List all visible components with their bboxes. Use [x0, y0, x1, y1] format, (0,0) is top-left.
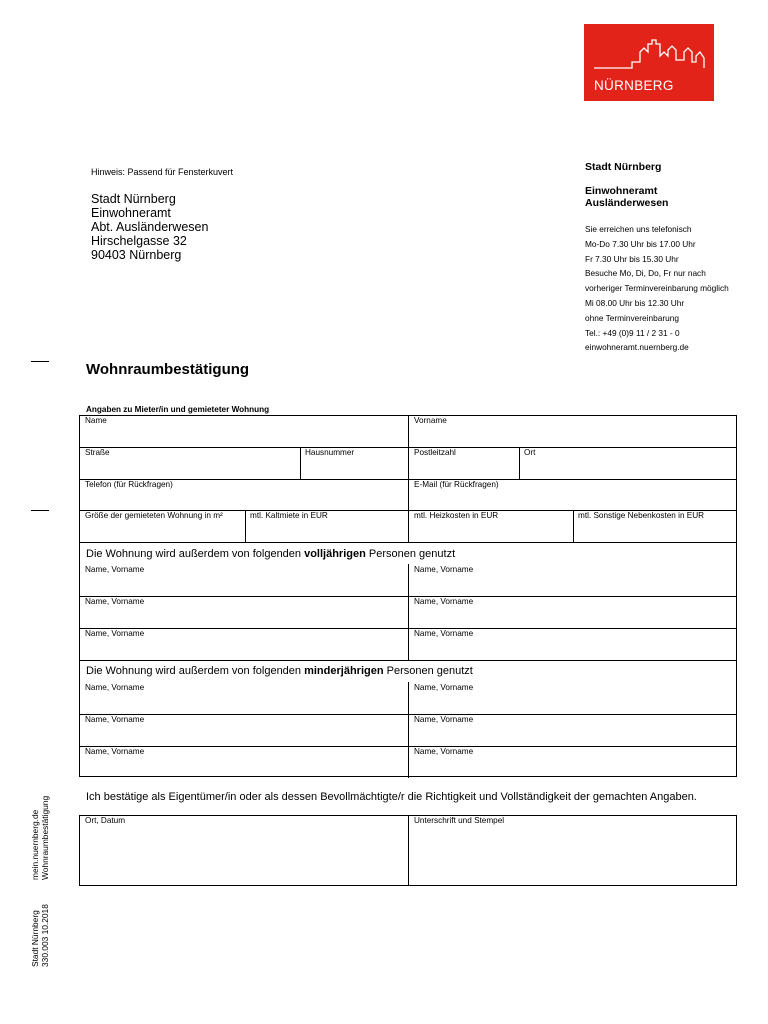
vorname-input[interactable] — [409, 417, 739, 449]
org-block — [585, 161, 668, 209]
adult-name-label: Name, Vorname — [414, 597, 474, 606]
side-text-website: mein.nuernberg.de Wohnraumbestätigung — [30, 795, 50, 880]
name-label: Name — [85, 416, 107, 425]
telefon-label: Telefon (für Rückfragen) — [85, 480, 173, 489]
recipient-line: Abt. Ausländerwesen — [91, 220, 209, 234]
envelope-hint: Hinweis: Passend für Fensterkuvert — [91, 167, 234, 177]
contact-line: Fr 7.30 Uhr bis 15.30 Uhr — [585, 253, 679, 264]
nuernberg-logo — [584, 24, 714, 101]
hausnummer-label: Hausnummer — [305, 448, 355, 457]
dept-line: Einwohneramt — [585, 185, 658, 197]
postleitzahl-label: Postleitzahl — [414, 448, 456, 457]
strasse-label: Straße — [85, 448, 110, 457]
minors-heading: Die Wohnung wird außerdem von folgenden minderjährigen Personen genutzt — [86, 665, 473, 677]
heizkosten-label: mtl. Heizkosten in EUR — [414, 511, 499, 520]
ort-input[interactable] — [520, 448, 739, 480]
tenant-form — [79, 415, 737, 777]
side-text-form-id: Stadt Nürnberg 330.003 10.2018 — [30, 904, 50, 967]
form-title: Wohnraumbestätigung — [86, 361, 250, 378]
groesse-label: Größe der gemieteten Wohnung in m² — [85, 511, 223, 520]
contact-info — [585, 222, 729, 355]
minor-name-label: Name, Vorname — [414, 747, 474, 756]
minor-name-label: Name, Vorname — [85, 715, 145, 724]
recipient-line: Hirschelgasse 32 — [91, 234, 187, 248]
minor-name-label: Name, Vorname — [85, 747, 145, 756]
logo-city-name: NÜRNBERG — [594, 78, 674, 93]
contact-line: einwohneramt.nuernberg.de — [585, 342, 689, 353]
contact-line: Sie erreichen uns telefonisch — [585, 224, 692, 234]
contact-line: vorheriger Terminvereinbarung möglich — [585, 283, 729, 294]
confirmation-text: Ich bestätige als Eigentümer/in oder als dessen Bevollmächtigte/r die Richtigkeit und Vollständigkeit der gemachten Angaben. — [86, 791, 697, 803]
name-input[interactable] — [81, 417, 411, 449]
dept-line: Ausländerwesen — [585, 197, 669, 209]
contact-line: Tel.: +49 (0)9 11 / 2 31 - 0 — [585, 327, 680, 338]
adult-name-label: Name, Vorname — [414, 629, 474, 638]
nebenkosten-label: mtl. Sonstige Nebenkosten in EUR — [578, 511, 705, 520]
ort-label: Ort — [524, 448, 536, 457]
recipient-line: Einwohneramt — [91, 206, 171, 220]
signature-label: Unterschrift und Stempel — [414, 816, 505, 825]
adult-name-label: Name, Vorname — [85, 565, 145, 574]
place-date-input[interactable] — [81, 817, 411, 886]
strasse-input[interactable] — [81, 448, 303, 480]
minor-name-label: Name, Vorname — [414, 683, 474, 692]
minor-name-label: Name, Vorname — [414, 715, 474, 724]
adults-heading: Die Wohnung wird außerdem von folgenden volljährigen Personen genutzt — [86, 548, 456, 560]
contact-line: Mi 08.00 Uhr bis 12.30 Uhr — [585, 297, 685, 308]
minor-name-label: Name, Vorname — [85, 683, 145, 692]
castle-skyline-icon — [592, 38, 706, 78]
adult-name-label: Name, Vorname — [85, 597, 145, 606]
vorname-label: Vorname — [414, 416, 447, 425]
adult-name-label: Name, Vorname — [414, 565, 474, 574]
contact-line: Mo-Do 7.30 Uhr bis 17.00 Uhr — [585, 238, 696, 249]
fold-mark — [31, 510, 49, 511]
place-date-label: Ort, Datum — [85, 816, 126, 825]
recipient-address — [91, 192, 208, 262]
recipient-line: 90403 Nürnberg — [91, 248, 182, 262]
email-label: E-Mail (für Rückfragen) — [414, 480, 499, 489]
recipient-line: Stadt Nürnberg — [91, 192, 176, 206]
contact-line: Besuche Mo, Di, Do, Fr nur nach — [585, 268, 706, 279]
org-name: Stadt Nürnberg — [585, 161, 662, 173]
adult-name-label: Name, Vorname — [85, 629, 145, 638]
kaltmiete-label: mtl. Kaltmiete in EUR — [250, 511, 328, 520]
signature-stamp-area[interactable] — [409, 817, 735, 884]
section-label: Angaben zu Mieter/in und gemieteter Wohnung — [86, 405, 270, 414]
fold-mark — [31, 361, 49, 362]
contact-line: ohne Terminvereinbarung — [585, 312, 679, 323]
signature-box — [79, 815, 737, 886]
